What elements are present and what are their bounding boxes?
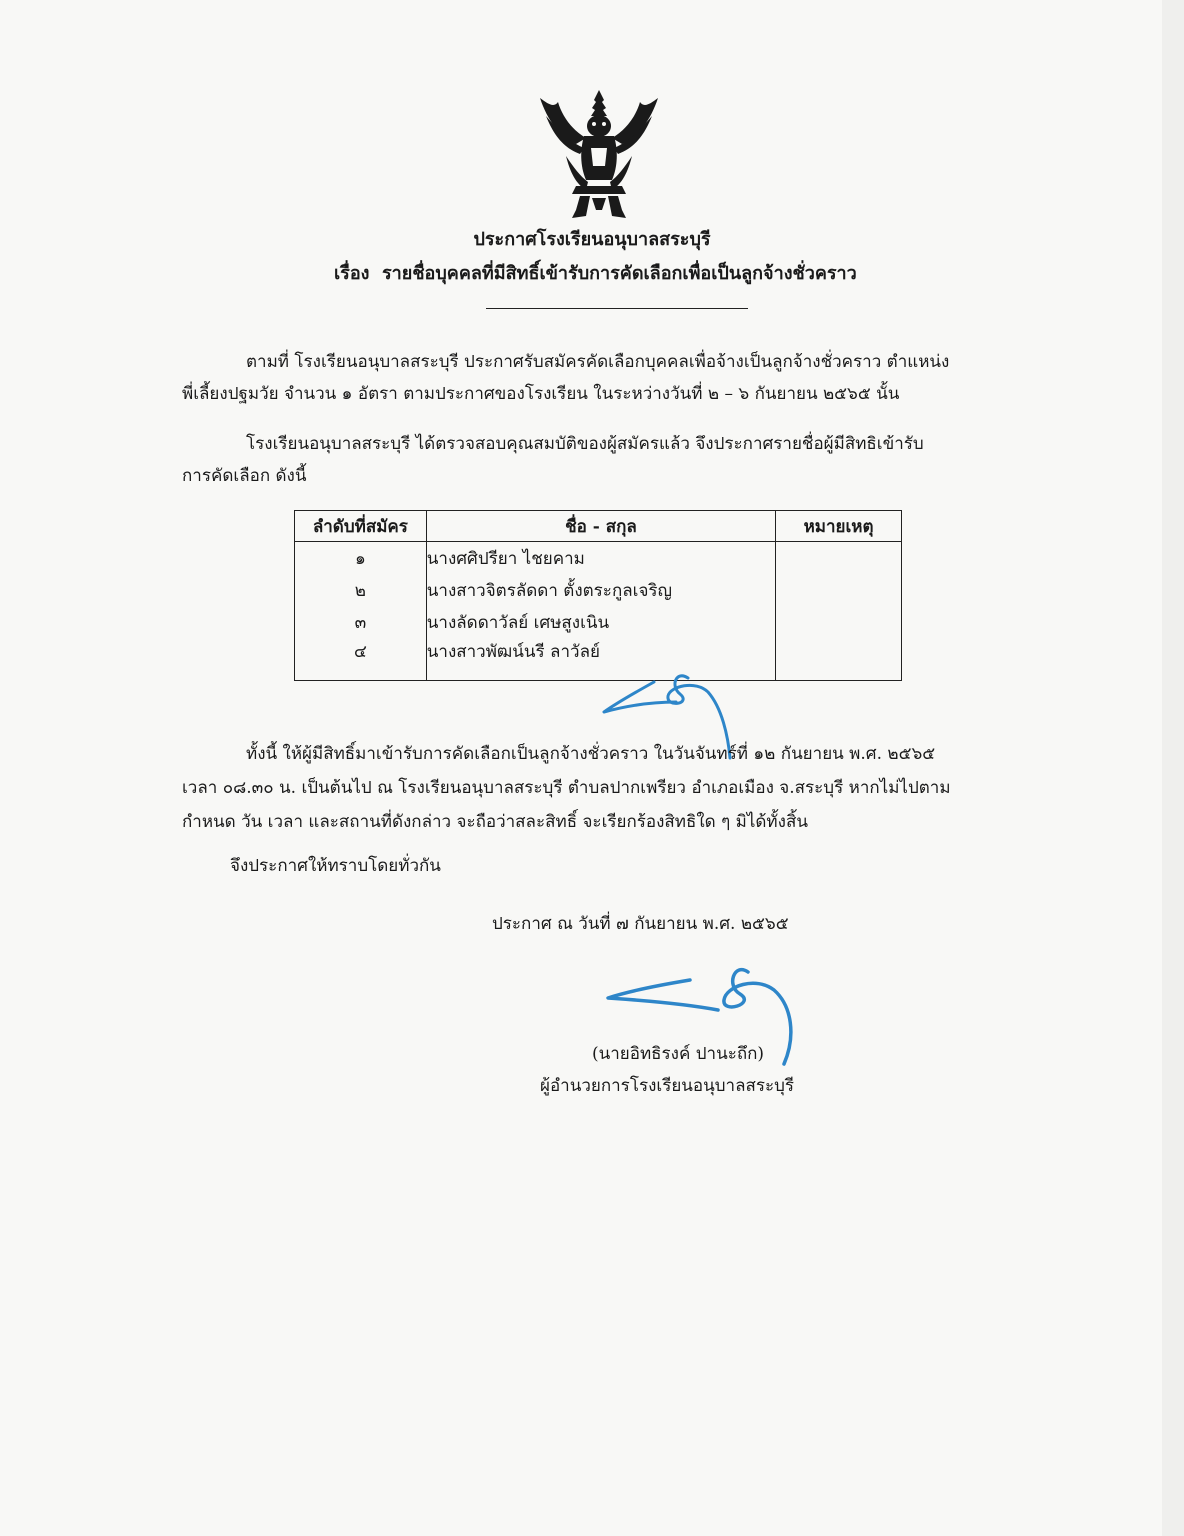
subject-text: รายชื่อบุคคลที่มีสิทธิ์เข้ารับการคัดเลือกเพื่อเป็นลูกจ้างชั่วคราว (382, 263, 857, 284)
column-header-note: หมายเหตุ (776, 511, 902, 542)
paragraph-2-line-2: การคัดเลือก ดังนี้ (182, 466, 307, 486)
row-number: ๓ (295, 606, 427, 638)
row-note (776, 542, 902, 575)
paragraph-2-line-1: โรงเรียนอนุบาลสระบุรี ได้ตรวจสอบคุณสมบัติของผู้สมัครแล้ว จึงประกาศรายชื่อผู้มีสิทธิเข้ารับ (246, 434, 924, 454)
table-row (295, 574, 902, 606)
paragraph-3-line-1: ทั้งนี้ ให้ผู้มีสิทธิ์มาเข้ารับการคัดเลือกเป็นลูกจ้างชั่วคราว ในวันจันทร์ที่ ๑๒ กันยายน พ.ศ. ๒๕๖๕ (246, 744, 936, 764)
signer-name: (นายอิทธิรงค์ ปานะถึก) (592, 1044, 765, 1064)
paragraph-1-line-2: พี่เลี้ยงปฐมวัย จำนวน ๑ อัตรา ตามประกาศของโรงเรียน ในระหว่างวันที่ ๒ – ๖ กันยายน ๒๕๖๕ นั้น (182, 384, 900, 404)
paragraph-3-line-3: กำหนด วัน เวลา และสถานที่ดังกล่าว จะถือว่าสละสิทธิ์ จะเรียกร้องสิทธิใด ๆ มิได้ทั้งสิ้น (182, 812, 808, 832)
row-name: นางศศิปรียา ไชยคาม (426, 542, 775, 575)
subject-label: เรื่อง (334, 263, 370, 284)
announcement-title: ประกาศโรงเรียนอนุบาลสระบุรี (473, 229, 711, 250)
table-row (295, 542, 902, 575)
row-note (776, 574, 902, 606)
row-number: ๔ (295, 638, 427, 681)
row-number: ๒ (295, 574, 427, 606)
candidate-table (294, 510, 902, 681)
row-note (776, 638, 902, 681)
row-name: นางสาวจิตรลัดดา ตั้งตระกูลเจริญ (426, 574, 775, 606)
garuda-emblem-icon (536, 86, 662, 222)
row-name: นางสาวพัฒน์นรี ลาวัลย์ (426, 638, 775, 681)
title-underline (486, 308, 748, 309)
column-header-name: ชื่อ - สกุล (426, 511, 775, 542)
column-header-order: ลำดับที่สมัคร (295, 511, 427, 542)
announcement-date: ประกาศ ณ วันที่ ๗ กันยายน พ.ศ. ๒๕๖๕ (492, 914, 789, 934)
row-number: ๑ (295, 542, 427, 575)
row-name: นางลัดดาวัลย์ เศษสูงเนิน (426, 606, 775, 638)
table-row (295, 606, 902, 638)
paragraph-1-line-1: ตามที่ โรงเรียนอนุบาลสระบุรี ประกาศรับสมัครคัดเลือกบุคคลเพื่อจ้างเป็นลูกจ้างชั่วคราว ตำแหน่ง (246, 352, 950, 372)
paragraph-4: จึงประกาศให้ทราบโดยทั่วกัน (230, 856, 441, 876)
signer-title: ผู้อำนวยการโรงเรียนอนุบาลสระบุรี (540, 1076, 795, 1096)
table-header-row (295, 511, 902, 542)
row-note (776, 606, 902, 638)
paragraph-3-line-2: เวลา ๐๘.๓๐ น. เป็นต้นไป ณ โรงเรียนอนุบาลสระบุรี ตำบลปากเพรียว อำเภอเมือง จ.สระบุรี หากไม่ไปตาม (182, 778, 951, 798)
